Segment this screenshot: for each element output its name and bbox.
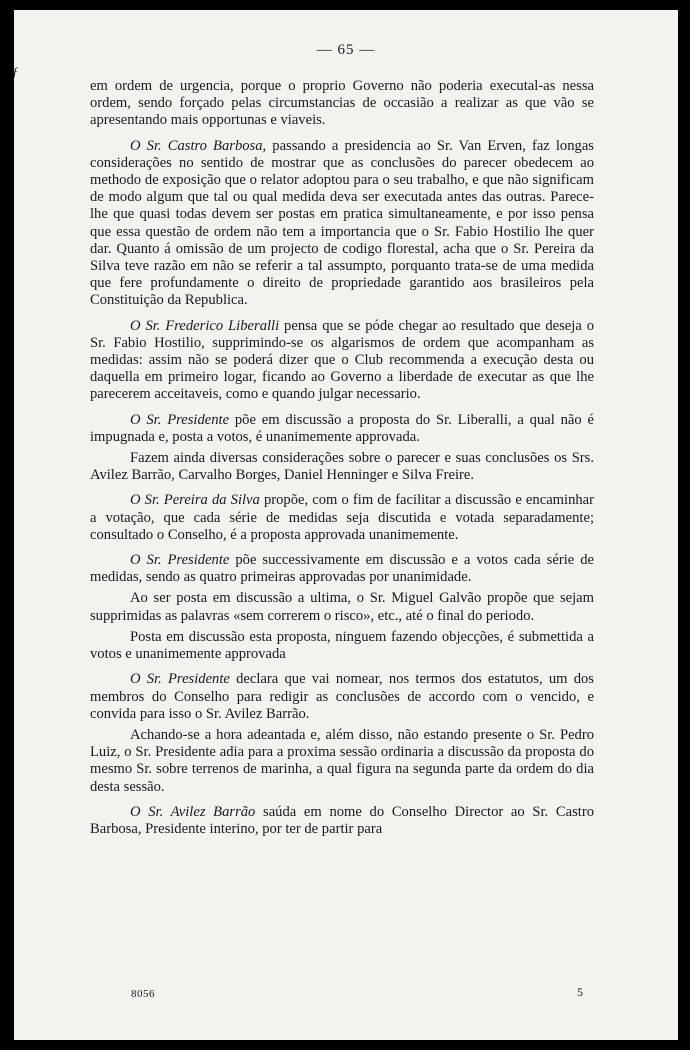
paragraph-3 xyxy=(90,318,594,404)
speaker: O Sr. Castro Barbosa, xyxy=(130,137,267,154)
paragraph-text: Achando-se a hora adeantada e, além disso, não estando presente o Sr. Pedro Luiz, o Sr. Presidente adia para a proxima sessão ordinaria a discussão da proposta do mesmo Sr. sobre terrenos de marinha, a qual figura na segunda parte da ordem do dia desta sessão. xyxy=(90,726,594,795)
paragraph-11 xyxy=(90,727,594,796)
paragraph-text: em ordem de urgencia, porque o proprio Governo não poderia executal-as nessa ordem, sendo forçado pelas circumstancias de occasião a realizar as que vão se apresentando mais opportunas e viaveis. xyxy=(90,78,594,129)
speaker: O Sr. Presidente xyxy=(130,411,230,428)
paragraph-text: saúda em nome do Conselho Director ao Sr. Castro Barbosa, Presidente interino, por ter de partir para xyxy=(90,803,594,837)
speaker: O Sr. Avilez Barrão xyxy=(130,803,256,820)
speaker: O Sr. Frederico Liberalli xyxy=(130,317,280,334)
paragraph-text: põe em discussão a proposta do Sr. Liberalli, a qual não é impugnada e, posta a votos, é unanimemente approvada. xyxy=(90,411,594,445)
paragraph-7 xyxy=(90,552,594,586)
speaker: O Sr. Presidente xyxy=(130,552,230,569)
paragraph-text: declara que vai nomear, nos termos dos estatutos, um dos membros do Conselho para redigir as conclusões de accordo com o vencido, e convida para isso o Sr. Avilez Barrão. xyxy=(90,671,594,722)
paragraph-1 xyxy=(90,78,594,130)
paragraph-6 xyxy=(90,492,594,544)
paragraph-text: Ao ser posta em discussão a ultima, o Sr. Miguel Galvão propõe que sejam supprimidas as palavras «sem correrem o risco», etc., até o final do periodo. xyxy=(90,590,594,624)
paragraph-8 xyxy=(90,590,594,624)
paragraph-2 xyxy=(90,138,594,310)
paragraph-text: Posta em discussão esta proposta, ninguem fazendo objecções, é submettida a votos e unanimemente approvada xyxy=(90,628,594,663)
paragraph-text: Fazem ainda diversas considerações sobre o parecer e suas conclusões os Srs. Avilez Barrão, Carvalho Borges, Daniel Henninger e Silva Freire. xyxy=(90,450,594,484)
speaker: O Sr. Pereira da Silva xyxy=(130,492,260,509)
paragraph-10 xyxy=(90,671,594,723)
paragraph-text: põe successivamente em discussão e a votos cada série de medidas, sendo as quatro primeiras approvadas por unanimidade. xyxy=(90,552,594,586)
signature-mark: 8056 xyxy=(131,988,155,1000)
paragraph-12 xyxy=(90,804,594,838)
paragraph-text: propõe, com o fim de facilitar a discussão e encaminhar a votação, que cada série de medidas seja discutida e votada separadamente; consultado o Conselho, é a proposta approvada unanimemente. xyxy=(90,492,595,543)
sheet-number: 5 xyxy=(577,985,583,999)
speaker: O Sr. Presidente xyxy=(130,671,230,688)
page-number: — 65 — xyxy=(316,42,376,58)
paragraph-5 xyxy=(90,450,594,484)
margin-mark: ƒ xyxy=(12,64,19,79)
document-page xyxy=(14,10,678,1040)
paragraph-9 xyxy=(90,629,594,663)
body-text xyxy=(90,78,594,846)
paragraph-text: passando a presidencia ao Sr. Van Erven, faz longas considerações no sentido de mostrar que as conclusões do parecer obedecem ao methodo de exposição que o relator adoptou para o seu trabalho, e que não significam de modo algum que tal ou qual medida deva ser executada antes das outras. Parece-lhe que quasi todas devem ser postas em pratica simultaneamente, e por isso pensa que essa questão de ordem não tem a importancia que o Sr. Fabio Hostilio lhe quer dar. Quanto á omissão de um projecto de codigo florestal, acha que o Sr. Pereira da Silva teve razão em não se referir a tal assumpto, porquanto trata-se de uma medida que fere profundamente o direito de propriedade garantido aos brasileiros pela Constituição da Republica. xyxy=(90,137,594,309)
paragraph-4 xyxy=(90,412,594,446)
paragraph-text: pensa que se póde chegar ao resultado que deseja o Sr. Fabio Hostilio, supprimindo-se os algarismos de ordem que acompanham as medidas: assim não se poderá dizer que o Club recommenda a execução desta ou daquella em primeiro logar, ficando ao Governo a liberdade de executar as que lhe parecerem acceitaveis, como e quando julgar necessario. xyxy=(90,317,594,403)
